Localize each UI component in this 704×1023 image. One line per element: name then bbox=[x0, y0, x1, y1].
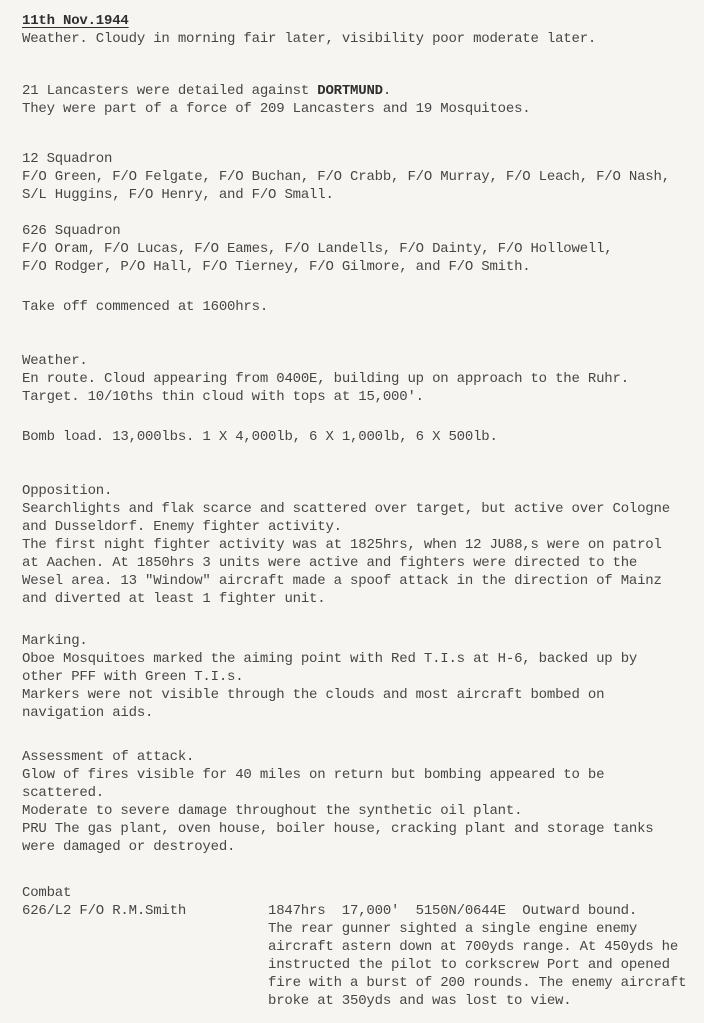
section-combat bbox=[22, 884, 698, 1010]
combat-narrative-line: The rear gunner sighted a single engine enemy bbox=[268, 921, 638, 937]
opposition-line: and Dusseldorf. Enemy fighter activity. bbox=[22, 519, 342, 535]
target-name: DORTMUND bbox=[317, 83, 383, 99]
combat-crew: 626/L2 F/O R.M.Smith bbox=[22, 903, 187, 919]
combat-narrative-line: broke at 350yds and was lost to view. bbox=[268, 993, 572, 1009]
marking-line: navigation aids. bbox=[22, 705, 154, 721]
squadron-12-crew-line: F/O Green, F/O Felgate, F/O Buchan, F/O Crabb, F/O Murray, F/O Leach, F/O Nash, bbox=[22, 169, 670, 185]
section-header bbox=[22, 12, 698, 48]
marking-line: other PFF with Green T.I.s. bbox=[22, 669, 244, 685]
opposition-line: at Aachen. At 1850hrs 3 units were active and fighters were directed to the bbox=[22, 555, 638, 571]
assessment-line: scattered. bbox=[22, 785, 105, 801]
combat-narrative-column bbox=[268, 902, 698, 1010]
assessment-line: PRU The gas plant, oven house, boiler house, cracking plant and storage tanks bbox=[22, 821, 654, 837]
marking-line: Oboe Mosquitoes marked the aiming point with Red T.I.s at H-6, backed up by bbox=[22, 651, 638, 667]
section-marking bbox=[22, 632, 698, 722]
squadron-12-crew-line: S/L Huggins, F/O Henry, and F/O Small. bbox=[22, 187, 334, 203]
combat-narrative-line: fire with a burst of 200 rounds. The enemy aircraft bbox=[268, 975, 687, 991]
assessment-line: were damaged or destroyed. bbox=[22, 839, 236, 855]
weather-target-line: Target. 10/10ths thin cloud with tops at 15,000'. bbox=[22, 389, 424, 405]
opposition-line: Searchlights and flak scarce and scattered over target, but active over Cologne bbox=[22, 501, 670, 517]
squadron-12-title: 12 Squadron bbox=[22, 151, 113, 167]
combat-narrative-line: aircraft astern down at 700yds range. At 450yds he bbox=[268, 939, 679, 955]
section-bomb-load bbox=[22, 428, 698, 446]
marking-line: Markers were not visible through the clouds and most aircraft bombed on bbox=[22, 687, 605, 703]
section-takeoff bbox=[22, 298, 698, 316]
takeoff-line: Take off commenced at 1600hrs. bbox=[22, 299, 269, 315]
detailed-post: . bbox=[382, 83, 392, 99]
weather-summary-line: Weather. Cloudy in morning fair later, visibility poor moderate later. bbox=[22, 31, 597, 47]
combat-report-row bbox=[22, 902, 698, 1010]
section-squadron-626 bbox=[22, 222, 698, 276]
section-squadron-12 bbox=[22, 150, 698, 204]
force-line: They were part of a force of 209 Lancasters and 19 Mosquitoes. bbox=[22, 101, 531, 117]
combat-title: Combat bbox=[22, 885, 72, 901]
detailed-line bbox=[22, 82, 698, 100]
weather-detail-title: Weather. bbox=[22, 353, 88, 369]
detailed-pre: 21 Lancasters were detailed against bbox=[22, 83, 318, 99]
weather-en-route-line: En route. Cloud appearing from 0400E, building up on approach to the Ruhr. bbox=[22, 371, 629, 387]
squadron-626-crew-line: F/O Oram, F/O Lucas, F/O Eames, F/O Landells, F/O Dainty, F/O Hollowell, bbox=[22, 241, 613, 257]
combat-crew-column bbox=[22, 902, 268, 920]
section-detailed bbox=[22, 82, 698, 118]
combat-narrative-line: instructed the pilot to corkscrew Port and opened bbox=[268, 957, 670, 973]
assessment-title: Assessment of attack. bbox=[22, 749, 195, 765]
opposition-line: The first night fighter activity was at 1825hrs, when 12 JU88,s were on patrol bbox=[22, 537, 662, 553]
squadron-626-title: 626 Squadron bbox=[22, 223, 121, 239]
section-assessment bbox=[22, 748, 698, 856]
opposition-line: Wesel area. 13 "Window" aircraft made a spoof attack in the direction of Mainz bbox=[22, 573, 662, 589]
assessment-line: Glow of fires visible for 40 miles on return but bombing appeared to be bbox=[22, 767, 605, 783]
date-heading: 11th Nov.1944 bbox=[22, 13, 129, 29]
marking-title: Marking. bbox=[22, 633, 88, 649]
opposition-line: and diverted at least 1 fighter unit. bbox=[22, 591, 326, 607]
assessment-line: Moderate to severe damage throughout the synthetic oil plant. bbox=[22, 803, 523, 819]
squadron-626-crew-line: F/O Rodger, P/O Hall, F/O Tierney, F/O Gilmore, and F/O Smith. bbox=[22, 259, 531, 275]
section-opposition bbox=[22, 482, 698, 608]
combat-narrative-line: 1847hrs 17,000' 5150N/0644E Outward bound. bbox=[268, 903, 638, 919]
opposition-title: Opposition. bbox=[22, 483, 113, 499]
bomb-load-line: Bomb load. 13,000lbs. 1 X 4,000lb, 6 X 1,000lb, 6 X 500lb. bbox=[22, 429, 498, 445]
section-weather-detail bbox=[22, 352, 698, 406]
